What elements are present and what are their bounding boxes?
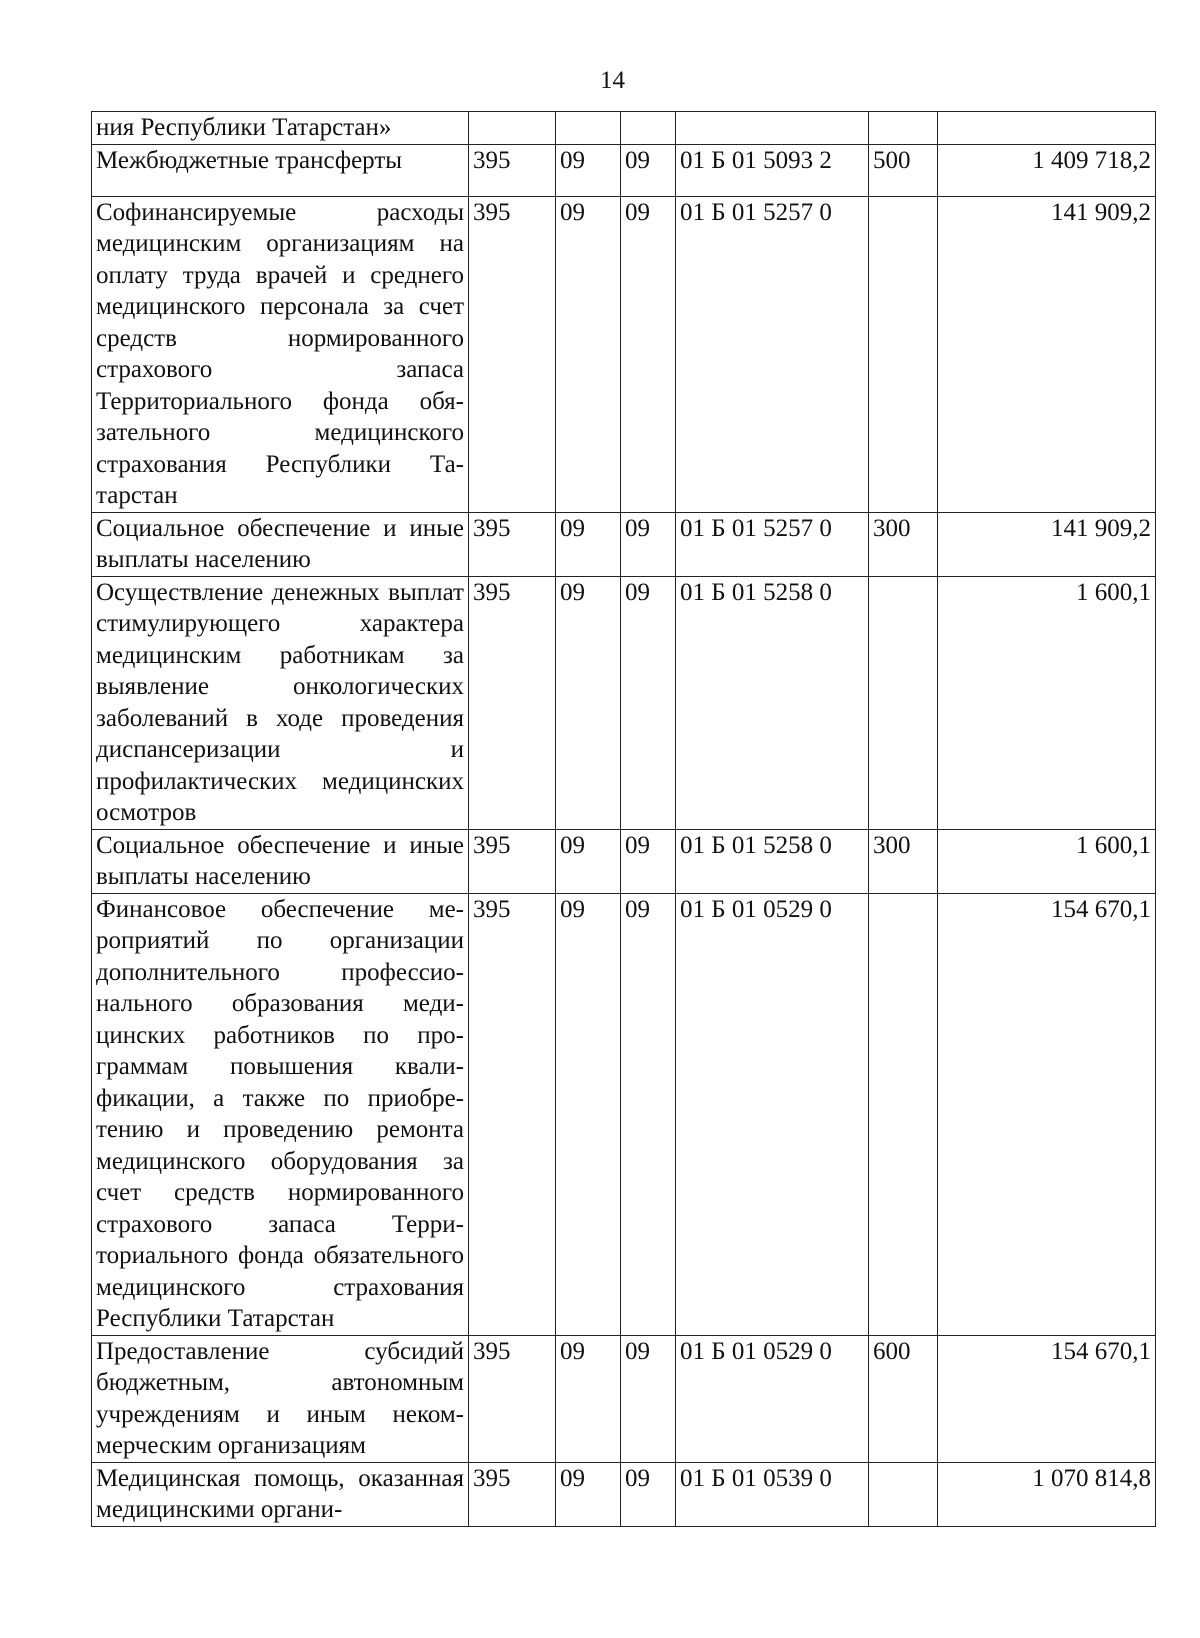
section-code-cell: 09 bbox=[556, 829, 621, 893]
table-row bbox=[92, 893, 1156, 1335]
target-article-cell bbox=[676, 112, 869, 145]
amount-cell: 141 909,2 bbox=[938, 196, 1156, 512]
table-row bbox=[92, 576, 1156, 829]
ministry-code-cell: 395 bbox=[469, 1335, 556, 1462]
section-code-cell: 09 bbox=[556, 144, 621, 196]
ministry-code-cell: 395 bbox=[469, 893, 556, 1335]
expense-type-cell bbox=[869, 576, 938, 829]
expense-type-cell bbox=[869, 1462, 938, 1526]
table-row bbox=[92, 112, 1156, 145]
subsection-code-cell: 09 bbox=[621, 1462, 676, 1526]
table-row bbox=[92, 1335, 1156, 1462]
table-row bbox=[92, 144, 1156, 196]
expense-name-cell: Медицинская помощь, оказанная медицинскими органи- bbox=[92, 1462, 469, 1526]
amount-cell: 154 670,1 bbox=[938, 893, 1156, 1335]
expense-type-cell: 500 bbox=[869, 144, 938, 196]
table-body bbox=[92, 112, 1156, 1527]
budget-table bbox=[91, 111, 1156, 1527]
amount-cell bbox=[938, 112, 1156, 145]
expense-name-cell: Софинансируемые расходы медицинским организациям на оплату труда врачей и среднего медицинского персонала за счет средств нормированного страхового запаса Территориального фонда обязательного медицинского страхования Республики Татарстан bbox=[92, 196, 469, 512]
expense-name-cell: Предоставление субсидий бюджетным, автономным учреждениям и иным некоммерческим организациям bbox=[92, 1335, 469, 1462]
expense-type-cell: 300 bbox=[869, 512, 938, 576]
amount-cell: 1 070 814,8 bbox=[938, 1462, 1156, 1526]
section-code-cell: 09 bbox=[556, 1335, 621, 1462]
expense-type-cell bbox=[869, 196, 938, 512]
subsection-code-cell: 09 bbox=[621, 144, 676, 196]
target-article-cell: 01 Б 01 5257 0 bbox=[676, 196, 869, 512]
amount-cell: 154 670,1 bbox=[938, 1335, 1156, 1462]
amount-cell: 1 600,1 bbox=[938, 576, 1156, 829]
section-code-cell: 09 bbox=[556, 1462, 621, 1526]
target-article-cell: 01 Б 01 5258 0 bbox=[676, 829, 869, 893]
expense-name-cell: Межбюджетные трансферты bbox=[92, 144, 469, 196]
subsection-code-cell: 09 bbox=[621, 512, 676, 576]
expense-name-cell: ния Республики Татарстан» bbox=[92, 112, 469, 145]
subsection-code-cell bbox=[621, 112, 676, 145]
section-code-cell: 09 bbox=[556, 512, 621, 576]
subsection-code-cell: 09 bbox=[621, 893, 676, 1335]
amount-cell: 1 409 718,2 bbox=[938, 144, 1156, 196]
ministry-code-cell: 395 bbox=[469, 512, 556, 576]
section-code-cell: 09 bbox=[556, 196, 621, 512]
target-article-cell: 01 Б 01 0539 0 bbox=[676, 1462, 869, 1526]
subsection-code-cell: 09 bbox=[621, 1335, 676, 1462]
table-row bbox=[92, 512, 1156, 576]
section-code-cell bbox=[556, 112, 621, 145]
table-row bbox=[92, 196, 1156, 512]
target-article-cell: 01 Б 01 0529 0 bbox=[676, 893, 869, 1335]
table-row bbox=[92, 1462, 1156, 1526]
ministry-code-cell: 395 bbox=[469, 576, 556, 829]
expense-name-cell: Социальное обеспечение и иные выплаты населению bbox=[92, 512, 469, 576]
section-code-cell: 09 bbox=[556, 576, 621, 829]
expense-name-cell: Финансовое обеспечение мероприятий по организации дополнительного профессионального образования медицинских работников по программам повышения квалификации, а также по приобретению и проведению ремонта медицинского оборудования за счет средств нормированного страхового запаса Территориального фонда обязательного медицинского страхования Республики Татарстан bbox=[92, 893, 469, 1335]
expense-name-cell: Осуществление денежных выплат стимулирующего характера медицинским работникам за выявление онкологических заболеваний в ходе проведения диспансеризации и профилактических медицинских осмотров bbox=[92, 576, 469, 829]
expense-type-cell bbox=[869, 893, 938, 1335]
subsection-code-cell: 09 bbox=[621, 829, 676, 893]
expense-type-cell: 300 bbox=[869, 829, 938, 893]
amount-cell: 1 600,1 bbox=[938, 829, 1156, 893]
target-article-cell: 01 Б 01 0529 0 bbox=[676, 1335, 869, 1462]
target-article-cell: 01 Б 01 5093 2 bbox=[676, 144, 869, 196]
ministry-code-cell: 395 bbox=[469, 196, 556, 512]
target-article-cell: 01 Б 01 5258 0 bbox=[676, 576, 869, 829]
ministry-code-cell: 395 bbox=[469, 1462, 556, 1526]
amount-cell: 141 909,2 bbox=[938, 512, 1156, 576]
expense-type-cell: 600 bbox=[869, 1335, 938, 1462]
ministry-code-cell: 395 bbox=[469, 829, 556, 893]
ministry-code-cell: 395 bbox=[469, 144, 556, 196]
ministry-code-cell bbox=[469, 112, 556, 145]
subsection-code-cell: 09 bbox=[621, 196, 676, 512]
expense-name-cell: Социальное обеспечение и иные выплаты населению bbox=[92, 829, 469, 893]
expense-type-cell bbox=[869, 112, 938, 145]
table-row bbox=[92, 829, 1156, 893]
subsection-code-cell: 09 bbox=[621, 576, 676, 829]
page-number: 14 bbox=[600, 67, 625, 94]
target-article-cell: 01 Б 01 5257 0 bbox=[676, 512, 869, 576]
section-code-cell: 09 bbox=[556, 893, 621, 1335]
